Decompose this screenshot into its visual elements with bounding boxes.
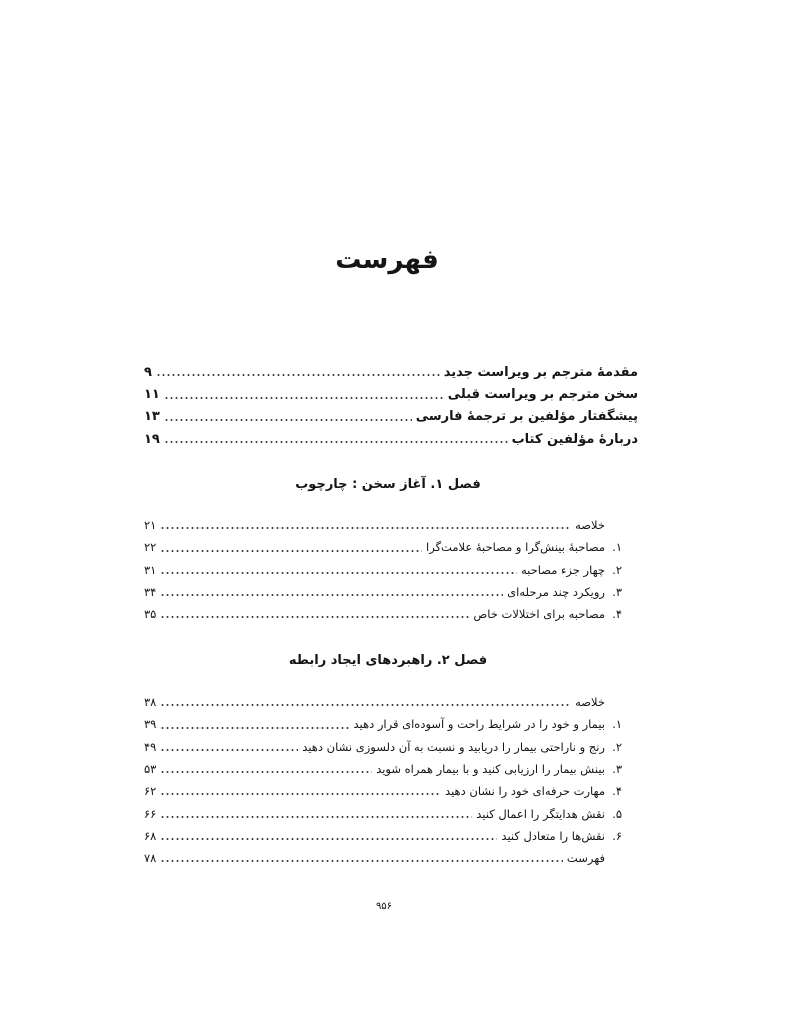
front-matter-list — [144, 361, 638, 450]
toc-entry-page-number: ۷۸ — [144, 851, 157, 866]
chapter-heading: فصل ۱. آغاز سخن : چارچوب — [295, 477, 481, 492]
dot-leader — [160, 559, 517, 575]
dot-leader — [160, 847, 563, 863]
toc-entry-title: مهارت حرفه‌ای خود را نشان دهید — [445, 784, 605, 799]
toc-entry — [144, 514, 638, 536]
dot-leader — [160, 603, 469, 619]
dot-leader — [160, 514, 571, 530]
dot-leader — [160, 713, 349, 729]
toc-entry-page-number: ۳۴ — [144, 585, 157, 600]
toc-entry-number: ۲. — [612, 562, 622, 577]
toc-entry-number: ۴. — [612, 607, 622, 622]
dot-leader — [164, 406, 412, 422]
toc-entry-title: نقش‌ها را متعادل کنید — [501, 828, 605, 843]
toc-entry-page-number: ۴۹ — [144, 739, 157, 754]
toc-entry-number: ۳. — [612, 762, 622, 777]
dot-leader — [160, 736, 298, 752]
dot-leader — [160, 802, 472, 818]
toc-entry-page-number: ۵۳ — [144, 762, 157, 777]
dot-leader — [156, 361, 440, 377]
toc-entry-page-number: ۲۱ — [144, 518, 157, 533]
toc-entry-title: مصاحبه برای اختلالات خاص — [473, 607, 605, 622]
toc-entry-page-number: ۳۸ — [144, 695, 157, 710]
page-title: فهرست — [335, 245, 439, 275]
toc-entry — [144, 428, 638, 450]
dot-leader — [160, 581, 503, 597]
chapter-1-list — [144, 514, 638, 625]
toc-entry-number: ۶. — [612, 828, 622, 843]
toc-entry — [144, 559, 638, 581]
toc-entry-page-number: ۶۲ — [144, 784, 157, 799]
toc-entry-title: رنج و ناراحتی بیمار را دریابید و نسبت به آن دلسوزی نشان دهید — [302, 739, 605, 754]
toc-entry — [144, 361, 638, 383]
toc-entry-title: خلاصه — [575, 695, 605, 710]
toc-entry — [144, 847, 638, 869]
toc-entry-number: ۱. — [612, 540, 622, 555]
toc-entry-title: مقدمهٔ مترجم بر ویراست جدید — [443, 364, 638, 380]
toc-entry — [144, 825, 638, 847]
toc-entry — [144, 383, 638, 405]
dot-leader — [164, 428, 508, 444]
toc-entry — [144, 736, 638, 758]
toc-entry — [144, 536, 638, 558]
toc-entry — [144, 780, 638, 802]
toc-entry — [144, 406, 638, 428]
toc-entry-page-number: ۳۹ — [144, 717, 157, 732]
toc-entry — [144, 802, 638, 824]
toc-entry — [144, 581, 638, 603]
toc-entry-number: ۱. — [612, 717, 622, 732]
toc-entry-page-number: ۶۸ — [144, 828, 157, 843]
toc-entry-title: بینش بیمار را ارزیابی کنید و با بیمار همراه شوید — [376, 762, 605, 777]
toc-entry-title: نقش هدایتگر را اعمال کنید — [476, 806, 605, 821]
toc-entry-number: ۵. — [612, 806, 622, 821]
toc-entry-number: ۳. — [612, 585, 622, 600]
toc-entry — [144, 758, 638, 780]
toc-entry-title: رویکرد چند مرحله‌ای — [507, 585, 605, 600]
dot-leader — [160, 691, 571, 707]
toc-entry-title: بیمار و خود را در شرایط راحت و آسوده‌ای قرار دهید — [353, 717, 605, 732]
toc-entry-page-number: ۱۹ — [144, 431, 160, 447]
toc-entry-page-number: ۳۵ — [144, 607, 157, 622]
dot-leader — [164, 383, 444, 399]
toc-entry-page-number: ۱۳ — [144, 409, 160, 425]
toc-entry-title: پیشگفتار مؤلفین بر ترجمهٔ فارسی — [415, 409, 638, 425]
toc-entry-page-number: ۶۶ — [144, 806, 157, 821]
dot-leader — [160, 825, 497, 841]
page-number: ۹۵۶ — [375, 901, 393, 912]
dot-leader — [160, 758, 372, 774]
toc-entry-number: ۴. — [612, 784, 622, 799]
toc-entry-title: مصاحبهٔ بینش‌گرا و مصاحبهٔ علامت‌گرا — [426, 540, 605, 555]
toc-entry-title: فهرست — [566, 851, 605, 866]
toc-entry — [144, 691, 638, 713]
chapter-heading: فصل ۲. راهبردهای ایجاد رابطه — [288, 653, 488, 668]
toc-entry-page-number: ۳۱ — [144, 562, 157, 577]
toc-page — [144, 0, 638, 1024]
dot-leader — [160, 780, 441, 796]
toc-entry — [144, 713, 638, 735]
toc-entry-title: چهار جزء مصاحبه — [520, 562, 605, 577]
toc-entry-page-number: ۱۱ — [144, 386, 160, 402]
toc-entry-page-number: ۲۲ — [144, 540, 157, 555]
toc-entry — [144, 603, 638, 625]
toc-entry-page-number: ۹ — [144, 364, 152, 380]
toc-entry-title: سخن مترجم بر ویراست قبلی — [447, 386, 638, 402]
toc-entry-number: ۲. — [612, 739, 622, 754]
chapter-2-list — [144, 691, 638, 869]
toc-entry-title: خلاصه — [575, 518, 605, 533]
toc-entry-title: دربارهٔ مؤلفین کتاب — [511, 431, 638, 447]
dot-leader — [160, 536, 422, 552]
